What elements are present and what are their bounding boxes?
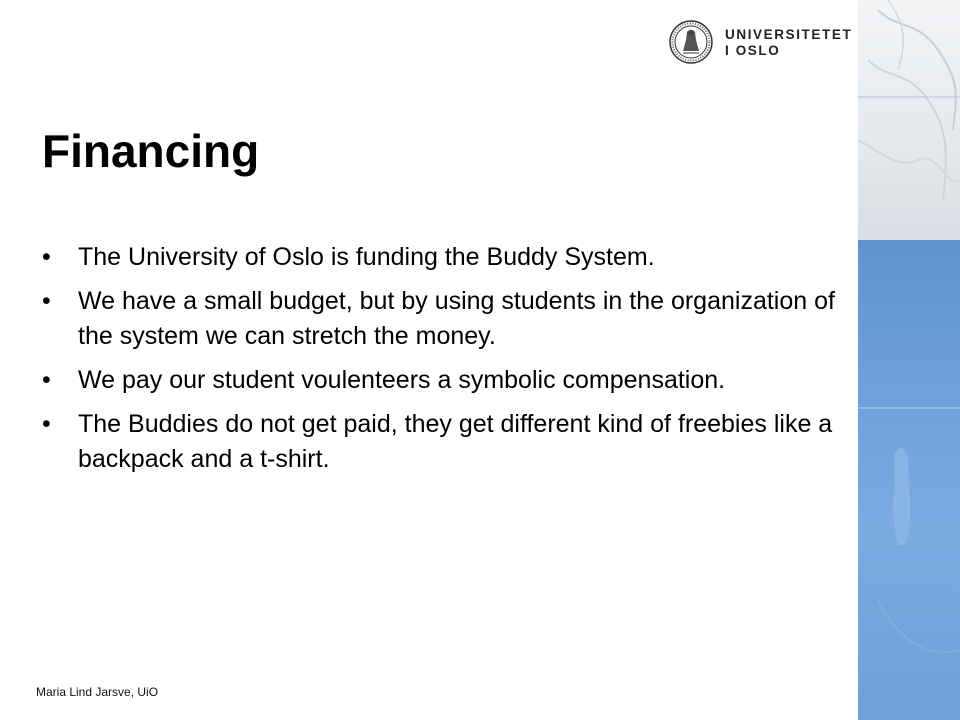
decorative-side-band (858, 0, 960, 720)
bullet-item (42, 284, 842, 354)
footer-author: Maria Lind Jarsve, UiO (36, 685, 159, 699)
university-logo (669, 18, 854, 68)
bullet-item (42, 240, 842, 275)
slide-title: Financing (42, 125, 260, 177)
bullet-dot-icon: • (42, 287, 51, 315)
bullet-text: We have a small budget, but by using students in the organization of the system we can stretch the money. (78, 287, 835, 350)
university-name-line1: UNIVERSITETET (725, 27, 853, 42)
university-name (725, 27, 852, 59)
bullet-text: The University of Oslo is funding the Buddy System. (78, 243, 655, 271)
university-name-line2: I OSLO (725, 43, 781, 58)
bullet-dot-icon: • (42, 243, 51, 271)
bullet-text: We pay our student voulenteers a symbolic compensation. (78, 366, 726, 394)
bullet-item (42, 363, 842, 398)
sculpture-illustration-icon (858, 0, 960, 720)
university-seal-icon (669, 20, 713, 64)
bullet-item (42, 407, 842, 477)
bullet-list (42, 240, 842, 486)
bullet-text: The Buddies do not get paid, they get different kind of freebies like a backpack and a t-shirt. (78, 410, 833, 473)
bullet-dot-icon: • (42, 366, 51, 394)
bullet-dot-icon: • (42, 410, 51, 438)
